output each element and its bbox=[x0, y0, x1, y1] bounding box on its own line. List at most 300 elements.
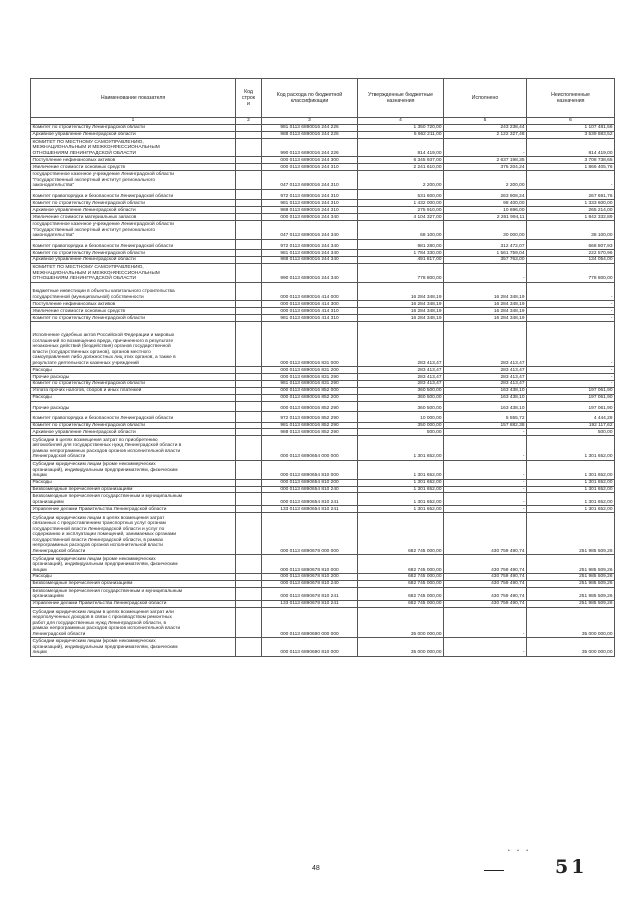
classification-cell: 000 0113 6890016 831 200 bbox=[262, 367, 358, 374]
line-code-cell bbox=[236, 460, 262, 479]
classification-cell: 000 0113 6890654 810 200 bbox=[262, 479, 358, 486]
line-code-cell bbox=[236, 493, 262, 506]
classification-cell: 972 0113 6890016 244 340 bbox=[262, 239, 358, 249]
indicator-name-cell: Исполнение судебных актов Российской Федерации и мировых соглашений по возмещению вреда, причиненного в результате незаконных действий (бездействия) органов государственной власти (государственных органов), органов местного самоуправления либо должностных лиц этих органов, а также в результате деятельности казенных учреждений bbox=[31, 322, 236, 367]
classification-cell: 981 0113 6890016 831 290 bbox=[262, 381, 358, 388]
executed-amount-cell: 283 413,47 bbox=[444, 381, 527, 388]
executed-amount-cell: 163 438,10 bbox=[444, 387, 527, 394]
table-row bbox=[31, 555, 615, 574]
unexecuted-amount-cell: 35 000 000,00 bbox=[527, 638, 615, 657]
executed-amount-cell: 2 200,00 bbox=[444, 171, 527, 190]
table-row bbox=[31, 607, 615, 638]
classification-cell: 972 0113 6890016 852 290 bbox=[262, 412, 358, 422]
executed-amount-cell: 430 759 490,74 bbox=[444, 580, 527, 587]
column-number: 4 bbox=[358, 118, 444, 125]
unexecuted-amount-cell: 251 985 509,26 bbox=[527, 574, 615, 581]
unexecuted-amount-cell: 1 301 652,00 bbox=[527, 436, 615, 461]
approved-amount-cell: 1 301 652,00 bbox=[358, 479, 444, 486]
executed-amount-cell: 430 759 490,74 bbox=[444, 555, 527, 574]
executed-amount-cell: 357 763,00 bbox=[444, 257, 527, 264]
executed-amount-cell: - bbox=[444, 506, 527, 513]
classification-cell: 000 0113 6890016 852 290 bbox=[262, 401, 358, 411]
table-row bbox=[31, 282, 615, 301]
line-code-cell bbox=[236, 580, 262, 587]
approved-amount-cell: 283 413,47 bbox=[358, 374, 444, 381]
approved-amount-cell: 500,00 bbox=[358, 429, 444, 436]
unexecuted-amount-cell: 134 054,00 bbox=[527, 257, 615, 264]
indicator-name-cell: Комитет правопорядка и безопасности Ленинградской области bbox=[31, 412, 236, 422]
header-executed-amount: Исполнено bbox=[444, 79, 527, 118]
classification-cell: 000 0113 6890654 810 000 bbox=[262, 460, 358, 479]
classification-cell: 047 0113 6890016 244 340 bbox=[262, 221, 358, 240]
table-row bbox=[31, 506, 615, 513]
indicator-name-cell: Архивное управление Ленинградской области bbox=[31, 207, 236, 214]
indicator-name-cell: Комитет по строительству Ленинградской области bbox=[31, 200, 236, 207]
approved-amount-cell: 1 301 652,00 bbox=[358, 436, 444, 461]
classification-cell: 000 0113 6890016 831 000 bbox=[262, 322, 358, 367]
unexecuted-amount-cell: 1 301 652,00 bbox=[527, 486, 615, 493]
table-row bbox=[31, 401, 615, 411]
unexecuted-amount-cell: - bbox=[527, 374, 615, 381]
executed-amount-cell: - bbox=[444, 607, 527, 638]
classification-cell: 981 0113 6890016 852 290 bbox=[262, 422, 358, 429]
line-code-cell bbox=[236, 555, 262, 574]
table-row bbox=[31, 239, 615, 249]
line-code-cell bbox=[236, 401, 262, 411]
executed-amount-cell: - bbox=[444, 460, 527, 479]
approved-amount-cell: 360 500,00 bbox=[358, 387, 444, 394]
column-number: 2 bbox=[236, 118, 262, 125]
unexecuted-amount-cell: 1 301 652,00 bbox=[527, 460, 615, 479]
classification-cell: 000 0113 6890016 244 340 bbox=[262, 214, 358, 221]
line-code-cell bbox=[236, 387, 262, 394]
line-code-cell bbox=[236, 322, 262, 367]
line-code-cell bbox=[236, 412, 262, 422]
indicator-name-cell: Расходы bbox=[31, 394, 236, 401]
unexecuted-amount-cell: - bbox=[527, 322, 615, 367]
classification-cell: 133 0113 6890678 810 241 bbox=[262, 600, 358, 607]
column-number: 6 bbox=[527, 118, 615, 125]
header-approved-amount: Утвержденные бюджетные назначения bbox=[358, 79, 444, 118]
executed-amount-cell: 375 204,24 bbox=[444, 164, 527, 171]
classification-cell: 988 0113 6890016 244 340 bbox=[262, 257, 358, 264]
executed-amount-cell: 2 261 994,11 bbox=[444, 214, 527, 221]
table-row bbox=[31, 493, 615, 506]
indicator-name-cell: Уплата прочих налогов, сборов и иных платежей bbox=[31, 387, 236, 394]
approved-amount-cell: 491 817,00 bbox=[358, 257, 444, 264]
line-code-cell bbox=[236, 157, 262, 164]
indicator-name-cell: КОМИТЕТ ПО МЕСТНОМУ САМОУПРАВЛЕНИЮ, МЕЖНАЦИОНАЛЬНЫМ И МЕЖКОНФЕССИОНАЛЬНЫМ ОТНОШЕНИЯМ ЛЕНИНГРАДСКОЙ ОБЛАСТИ bbox=[31, 138, 236, 157]
table-row bbox=[31, 221, 615, 240]
line-code-cell bbox=[236, 486, 262, 493]
classification-cell: 000 0113 6890678 810 000 bbox=[262, 555, 358, 574]
classification-cell: 981 0113 6890016 244 226 bbox=[262, 125, 358, 132]
executed-amount-cell: 283 413,47 bbox=[444, 367, 527, 374]
unexecuted-amount-cell: 222 570,96 bbox=[527, 250, 615, 257]
unexecuted-amount-cell: 1 842 332,89 bbox=[527, 214, 615, 221]
approved-amount-cell: 1 350 720,00 bbox=[358, 125, 444, 132]
executed-amount-cell: 243 238,44 bbox=[444, 125, 527, 132]
approved-amount-cell: 4 104 327,00 bbox=[358, 214, 444, 221]
classification-cell: 000 0113 6890016 831 290 bbox=[262, 374, 358, 381]
approved-amount-cell: 6 345 937,00 bbox=[358, 157, 444, 164]
table-row bbox=[31, 250, 615, 257]
line-code-cell bbox=[236, 221, 262, 240]
line-code-cell bbox=[236, 301, 262, 308]
line-code-cell bbox=[236, 638, 262, 657]
classification-cell: 972 0113 6890016 244 310 bbox=[262, 189, 358, 199]
unexecuted-amount-cell: 251 985 509,26 bbox=[527, 587, 615, 600]
unexecuted-amount-cell: 251 985 509,26 bbox=[527, 580, 615, 587]
table-row bbox=[31, 587, 615, 600]
classification-cell: 988 0113 6890016 244 310 bbox=[262, 207, 358, 214]
unexecuted-amount-cell: 3 539 883,52 bbox=[527, 131, 615, 138]
indicator-name-cell: Субсидии юридическим лицам в целях возмещения затрат связанных с предоставлением транспортных услуг органам государственной власти Ленинградской области и услуг по содержанию и эксплуатации помещений, занимаемых органами государственной власти Ленинградской области, в рамках непрограммных расходов органов исполнительной власти Ленинградской области bbox=[31, 513, 236, 555]
approved-amount-cell: 682 745 000,00 bbox=[358, 574, 444, 581]
approved-amount-cell: 682 745 000,00 bbox=[358, 587, 444, 600]
classification-cell: 000 0113 6890016 852 200 bbox=[262, 394, 358, 401]
approved-amount-cell: 814 419,00 bbox=[358, 138, 444, 157]
approved-amount-cell: 1 301 652,00 bbox=[358, 460, 444, 479]
header-indicator-name: Наименование показателя bbox=[31, 79, 236, 118]
classification-cell: 000 0113 6890016 244 310 bbox=[262, 164, 358, 171]
indicator-name-cell: КОМИТЕТ ПО МЕСТНОМУ САМОУПРАВЛЕНИЮ, МЕЖНАЦИОНАЛЬНЫМ И МЕЖКОНФЕССИОНАЛЬНЫМ ОТНОШЕНИЯМ ЛЕНИНГРАДСКОЙ ОБЛАСТИ bbox=[31, 263, 236, 282]
table-row bbox=[31, 429, 615, 436]
classification-cell: 990 0113 6890016 244 226 bbox=[262, 138, 358, 157]
table-row bbox=[31, 125, 615, 132]
approved-amount-cell: 360 500,00 bbox=[358, 401, 444, 411]
unexecuted-amount-cell: 500,00 bbox=[527, 429, 615, 436]
classification-cell: 000 0113 6890654 810 240 bbox=[262, 486, 358, 493]
line-code-cell bbox=[236, 315, 262, 322]
unexecuted-amount-cell: 197 061,90 bbox=[527, 394, 615, 401]
unexecuted-amount-cell: 251 985 509,26 bbox=[527, 600, 615, 607]
classification-cell: 000 0113 6890678 000 000 bbox=[262, 513, 358, 555]
indicator-name-cell: Комитет по строительству Ленинградской области bbox=[31, 381, 236, 388]
header-budget-classification: Код расхода по бюджетной классификации bbox=[262, 79, 358, 118]
approved-amount-cell: 682 745 000,00 bbox=[358, 513, 444, 555]
indicator-name-cell: Поступление нефинансовых активов bbox=[31, 301, 236, 308]
classification-cell: 000 0113 6890678 810 241 bbox=[262, 587, 358, 600]
executed-amount-cell: 98 400,00 bbox=[444, 200, 527, 207]
unexecuted-amount-cell: 38 100,00 bbox=[527, 221, 615, 240]
unexecuted-amount-cell: - bbox=[527, 381, 615, 388]
indicator-name-cell: Безвозмездные перечисления государственным и муниципальным организациям bbox=[31, 587, 236, 600]
line-code-cell bbox=[236, 479, 262, 486]
table-body bbox=[31, 118, 615, 657]
unexecuted-amount-cell: 1 301 652,00 bbox=[527, 493, 615, 506]
table-row bbox=[31, 479, 615, 486]
table-row bbox=[31, 394, 615, 401]
approved-amount-cell: 682 745 000,00 bbox=[358, 600, 444, 607]
classification-cell: 981 0113 6890016 244 340 bbox=[262, 250, 358, 257]
executed-amount-cell: 283 413,47 bbox=[444, 322, 527, 367]
executed-amount-cell: 1 561 759,04 bbox=[444, 250, 527, 257]
classification-cell: 000 0113 6890016 414 000 bbox=[262, 282, 358, 301]
approved-amount-cell: 35 000 000,00 bbox=[358, 607, 444, 638]
indicator-name-cell: Поступление нефинансовых активов bbox=[31, 157, 236, 164]
classification-cell: 988 0113 6890016 244 226 bbox=[262, 131, 358, 138]
stamp-dash bbox=[484, 870, 504, 871]
table-row bbox=[31, 189, 615, 199]
approved-amount-cell: 1 432 000,00 bbox=[358, 200, 444, 207]
indicator-name-cell: Управление делами Правительства Ленинградской области bbox=[31, 506, 236, 513]
indicator-name-cell: Субсидии в целях возмещения затрат по приобретению автомобилей для государственных нужд Ленинградской области в рамках непрограммных расходов органов исполнительной власти Ленинградской области bbox=[31, 436, 236, 461]
unexecuted-amount-cell: 1 107 481,56 bbox=[527, 125, 615, 132]
approved-amount-cell: 531 600,00 bbox=[358, 189, 444, 199]
line-code-cell bbox=[236, 367, 262, 374]
executed-amount-cell: 16 284 348,19 bbox=[444, 282, 527, 301]
indicator-name-cell: Увеличение стоимости основных средств bbox=[31, 308, 236, 315]
table-row bbox=[31, 422, 615, 429]
table-row bbox=[31, 322, 615, 367]
unexecuted-amount-cell: 1 301 652,00 bbox=[527, 506, 615, 513]
executed-amount-cell: 157 882,38 bbox=[444, 422, 527, 429]
approved-amount-cell: 68 100,00 bbox=[358, 221, 444, 240]
indicator-name-cell: Расходы bbox=[31, 574, 236, 581]
executed-amount-cell: 16 284 348,19 bbox=[444, 308, 527, 315]
table-row bbox=[31, 580, 615, 587]
unexecuted-amount-cell: 1 333 600,00 bbox=[527, 200, 615, 207]
approved-amount-cell: 2 200,00 bbox=[358, 171, 444, 190]
indicator-name-cell: Комитет по строительству Ленинградской области bbox=[31, 422, 236, 429]
table-row bbox=[31, 574, 615, 581]
line-code-cell bbox=[236, 171, 262, 190]
table-row bbox=[31, 600, 615, 607]
classification-cell: 000 0113 6890654 000 000 bbox=[262, 436, 358, 461]
table-row bbox=[31, 315, 615, 322]
line-code-cell bbox=[236, 607, 262, 638]
indicator-name-cell: Безвозмездные перечисления государственным и муниципальным организациям bbox=[31, 493, 236, 506]
line-code-cell bbox=[236, 125, 262, 132]
line-code-cell bbox=[236, 282, 262, 301]
classification-cell: 990 0113 6890016 244 340 bbox=[262, 263, 358, 282]
table-row bbox=[31, 486, 615, 493]
unexecuted-amount-cell: 267 691,76 bbox=[527, 189, 615, 199]
table-row bbox=[31, 214, 615, 221]
classification-cell: 000 0113 6890690 000 000 bbox=[262, 607, 358, 638]
line-code-cell bbox=[236, 506, 262, 513]
indicator-name-cell: Комитет по строительству Ленинградской области bbox=[31, 125, 236, 132]
unexecuted-amount-cell: 197 061,90 bbox=[527, 401, 615, 411]
executed-amount-cell: 10 696,00 bbox=[444, 207, 527, 214]
unexecuted-amount-cell: 35 000 000,00 bbox=[527, 607, 615, 638]
unexecuted-amount-cell: - bbox=[527, 301, 615, 308]
indicator-name-cell: Бюджетные инвестиции в объекты капитального строительства государственной (муниципальной) собственности bbox=[31, 282, 236, 301]
indicator-name-cell: Прочие расходы bbox=[31, 374, 236, 381]
column-number: 1 bbox=[31, 118, 236, 125]
table-row bbox=[31, 171, 615, 190]
executed-amount-cell: - bbox=[444, 479, 527, 486]
column-number: 5 bbox=[444, 118, 527, 125]
executed-amount-cell: 163 438,10 bbox=[444, 401, 527, 411]
executed-amount-cell: 312 472,07 bbox=[444, 239, 527, 249]
line-code-cell bbox=[236, 263, 262, 282]
approved-amount-cell: 1 784 330,00 bbox=[358, 250, 444, 257]
unexecuted-amount-cell: 251 985 509,26 bbox=[527, 555, 615, 574]
approved-amount-cell: 360 500,00 bbox=[358, 394, 444, 401]
executed-amount-cell: - bbox=[444, 638, 527, 657]
header-unexecuted-amount: Неисполненные назначения bbox=[527, 79, 615, 118]
indicator-name-cell: Комитет по строительству Ленинградской области bbox=[31, 315, 236, 322]
line-code-cell bbox=[236, 587, 262, 600]
approved-amount-cell: 1 301 652,00 bbox=[358, 506, 444, 513]
unexecuted-amount-cell: 197 061,90 bbox=[527, 387, 615, 394]
executed-amount-cell: 283 413,47 bbox=[444, 374, 527, 381]
column-number-row bbox=[31, 118, 615, 125]
classification-cell: 000 0113 6890016 852 000 bbox=[262, 387, 358, 394]
line-code-cell bbox=[236, 436, 262, 461]
line-code-cell bbox=[236, 189, 262, 199]
executed-amount-cell: 430 759 490,74 bbox=[444, 587, 527, 600]
line-code-cell bbox=[236, 131, 262, 138]
unexecuted-amount-cell: 668 807,93 bbox=[527, 239, 615, 249]
table-row bbox=[31, 387, 615, 394]
executed-amount-cell: 16 284 348,19 bbox=[444, 301, 527, 308]
line-code-cell bbox=[236, 257, 262, 264]
indicator-name-cell: Комитет правопорядка и безопасности Ленинградской области bbox=[31, 189, 236, 199]
executed-amount-cell: 430 759 490,74 bbox=[444, 574, 527, 581]
table-row bbox=[31, 157, 615, 164]
table-row bbox=[31, 164, 615, 171]
line-code-cell bbox=[236, 308, 262, 315]
executed-amount-cell: 2 637 198,35 bbox=[444, 157, 527, 164]
table-row bbox=[31, 308, 615, 315]
indicator-name-cell: Архивное управление Ленинградской области bbox=[31, 257, 236, 264]
line-code-cell bbox=[236, 600, 262, 607]
unexecuted-amount-cell: 4 444,28 bbox=[527, 412, 615, 422]
executed-amount-cell: 430 759 490,74 bbox=[444, 513, 527, 555]
table-row bbox=[31, 638, 615, 657]
approved-amount-cell: 35 000 000,00 bbox=[358, 638, 444, 657]
classification-cell: 988 0113 6890016 852 290 bbox=[262, 429, 358, 436]
indicator-name-cell: государственное казенное учреждение Ленинградской области "Государственный экспертный институт регионального законодательства" bbox=[31, 171, 236, 190]
approved-amount-cell: 275 910,00 bbox=[358, 207, 444, 214]
table-row bbox=[31, 138, 615, 157]
line-code-cell bbox=[236, 138, 262, 157]
approved-amount-cell: 10 000,00 bbox=[358, 412, 444, 422]
header-line-code: Код строк и bbox=[236, 79, 262, 118]
executed-amount-cell: - bbox=[444, 263, 527, 282]
approved-amount-cell: 1 301 652,00 bbox=[358, 486, 444, 493]
classification-cell: 000 0113 6890016 244 300 bbox=[262, 157, 358, 164]
approved-amount-cell: 778 800,00 bbox=[358, 263, 444, 282]
table-row bbox=[31, 374, 615, 381]
stamp-dots: • • • bbox=[508, 848, 532, 854]
executed-amount-cell: 5 555,72 bbox=[444, 412, 527, 422]
executed-amount-cell: - bbox=[444, 138, 527, 157]
classification-cell: 981 0113 6890016 244 310 bbox=[262, 200, 358, 207]
executed-amount-cell: 16 284 348,19 bbox=[444, 315, 527, 322]
approved-amount-cell: 16 284 348,19 bbox=[358, 308, 444, 315]
classification-cell: 000 0113 6890678 810 200 bbox=[262, 574, 358, 581]
executed-amount-cell: 2 122 327,48 bbox=[444, 131, 527, 138]
table-row bbox=[31, 131, 615, 138]
line-code-cell bbox=[236, 207, 262, 214]
indicator-name-cell: Комитет правопорядка и безопасности Ленинградской области bbox=[31, 239, 236, 249]
classification-cell: 047 0113 6890016 244 310 bbox=[262, 171, 358, 190]
table-row bbox=[31, 513, 615, 555]
indicator-name-cell: Архивное управление Ленинградской области bbox=[31, 429, 236, 436]
table-row bbox=[31, 301, 615, 308]
executed-amount-cell: - bbox=[444, 493, 527, 506]
indicator-name-cell: Безвозмездные перечисления организациям bbox=[31, 486, 236, 493]
line-code-cell bbox=[236, 394, 262, 401]
indicator-name-cell: Субсидии юридическим лицам (кроме некоммерческих организаций), индивидуальным предпринимателям, физическим лицам bbox=[31, 460, 236, 479]
classification-cell: 000 0113 6890016 414 310 bbox=[262, 308, 358, 315]
table-row bbox=[31, 200, 615, 207]
approved-amount-cell: 350 000,00 bbox=[358, 422, 444, 429]
executed-amount-cell: 430 759 490,74 bbox=[444, 600, 527, 607]
unexecuted-amount-cell: - bbox=[527, 308, 615, 315]
table-header-row bbox=[31, 79, 615, 118]
unexecuted-amount-cell: - bbox=[527, 315, 615, 322]
indicator-name-cell: Комитет по строительству Ленинградской области bbox=[31, 250, 236, 257]
approved-amount-cell: 5 662 211,00 bbox=[358, 131, 444, 138]
line-code-cell bbox=[236, 239, 262, 249]
unexecuted-amount-cell: - bbox=[527, 282, 615, 301]
executed-amount-cell: - bbox=[444, 436, 527, 461]
line-code-cell bbox=[236, 200, 262, 207]
executed-amount-cell: - bbox=[444, 429, 527, 436]
indicator-name-cell: Прочие расходы bbox=[31, 401, 236, 411]
indicator-name-cell: Субсидии юридическим лицам (кроме некоммерческих организаций), индивидуальным предпринимателям, физическим лицам bbox=[31, 638, 236, 657]
unexecuted-amount-cell: 3 708 738,65 bbox=[527, 157, 615, 164]
line-code-cell bbox=[236, 429, 262, 436]
line-code-cell bbox=[236, 214, 262, 221]
approved-amount-cell: 682 745 000,00 bbox=[358, 580, 444, 587]
unexecuted-amount-cell: 251 985 509,26 bbox=[527, 513, 615, 555]
budget-execution-table bbox=[30, 78, 615, 657]
indicator-name-cell: Увеличение стоимости материальных запасов bbox=[31, 214, 236, 221]
approved-amount-cell: 682 745 000,00 bbox=[358, 555, 444, 574]
indicator-name-cell: Увеличение стоимости основных средств bbox=[31, 164, 236, 171]
table-row bbox=[31, 263, 615, 282]
executed-amount-cell: 163 438,10 bbox=[444, 394, 527, 401]
indicator-name-cell: Расходы bbox=[31, 479, 236, 486]
approved-amount-cell: 16 284 348,19 bbox=[358, 301, 444, 308]
table-row bbox=[31, 367, 615, 374]
approved-amount-cell: 283 413,47 bbox=[358, 322, 444, 367]
line-code-cell bbox=[236, 250, 262, 257]
indicator-name-cell: Управление делами Правительства Ленинградской области bbox=[31, 600, 236, 607]
unexecuted-amount-cell: 814 419,00 bbox=[527, 138, 615, 157]
unexecuted-amount-cell: 265 214,00 bbox=[527, 207, 615, 214]
line-code-cell bbox=[236, 381, 262, 388]
indicator-name-cell: Архивное управление Ленинградской области bbox=[31, 131, 236, 138]
indicator-name-cell: Безвозмездные перечисления организациям bbox=[31, 580, 236, 587]
unexecuted-amount-cell: 1 866 405,76 bbox=[527, 164, 615, 171]
line-code-cell bbox=[236, 513, 262, 555]
classification-cell: 133 0113 6890654 810 241 bbox=[262, 506, 358, 513]
indicator-name-cell: Расходы bbox=[31, 367, 236, 374]
classification-cell: 000 0113 6890016 414 300 bbox=[262, 301, 358, 308]
budget-report-sheet bbox=[30, 78, 614, 657]
unexecuted-amount-cell: 192 117,62 bbox=[527, 422, 615, 429]
line-code-cell bbox=[236, 164, 262, 171]
line-code-cell bbox=[236, 422, 262, 429]
handwritten-sheet-number: 51 bbox=[555, 856, 588, 878]
table-row bbox=[31, 436, 615, 461]
classification-cell: 000 0113 6890654 810 241 bbox=[262, 493, 358, 506]
unexecuted-amount-cell: - bbox=[527, 171, 615, 190]
executed-amount-cell: 263 908,24 bbox=[444, 189, 527, 199]
executed-amount-cell: 30 000,00 bbox=[444, 221, 527, 240]
page-number: 48 bbox=[312, 865, 320, 872]
table-row bbox=[31, 460, 615, 479]
unexecuted-amount-cell: - bbox=[527, 367, 615, 374]
approved-amount-cell: 16 284 348,19 bbox=[358, 315, 444, 322]
